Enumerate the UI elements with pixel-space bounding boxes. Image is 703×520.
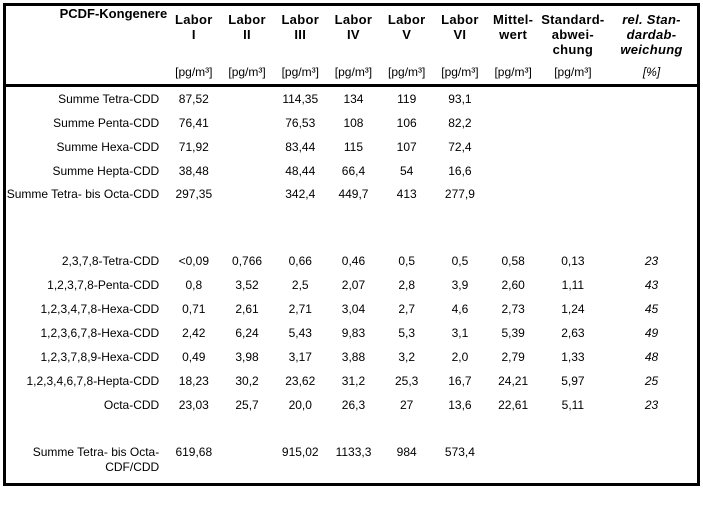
value-cell: 22,61: [498, 397, 529, 412]
spacer-cell: [5, 417, 699, 441]
value-cell: 4,6: [451, 301, 469, 316]
value-cell: 38,48: [178, 163, 209, 178]
column-header-label: Labor VI: [441, 12, 479, 42]
value-cell: 106: [396, 115, 417, 130]
table-row: [5, 183, 699, 225]
column-header-label: Standard- abwei- chung: [541, 12, 605, 57]
value-cell: 2,60: [501, 277, 525, 292]
value-cell: 25,7: [235, 397, 259, 412]
value-cell: 45: [644, 301, 659, 316]
value-cell: 30,2: [235, 373, 259, 388]
value-cell: 342,4: [285, 187, 316, 201]
table-row: [5, 249, 699, 273]
value-cell: 93,1: [448, 91, 472, 106]
value-cell: 0,8: [185, 277, 203, 292]
column-unit-label: [pg/m³]: [175, 65, 213, 79]
pcdf-congener-table: [3, 3, 700, 486]
value-cell: 23,62: [285, 373, 316, 388]
value-cell: 0,71: [182, 301, 206, 316]
value-cell: 26,3: [341, 397, 366, 412]
value-cell: 0,766: [232, 253, 263, 268]
value-cell: 71,92: [178, 139, 209, 154]
value-cell: 82,2: [448, 115, 472, 130]
value-cell: 5,11: [561, 397, 585, 412]
value-cell: 20,0: [288, 397, 312, 412]
value-cell: 134: [343, 91, 364, 106]
value-cell: [606, 135, 698, 159]
column-unit-label: [pg/m³]: [228, 65, 266, 79]
value-cell: 18,23: [178, 373, 209, 388]
value-cell: 66,4: [341, 163, 366, 178]
value-cell: 5,43: [288, 325, 312, 340]
column-header-label: Labor IV: [334, 12, 373, 42]
value-cell: 24,21: [498, 373, 529, 388]
value-cell: [540, 441, 606, 485]
value-cell: 13,6: [448, 397, 472, 412]
column-header: [487, 5, 540, 86]
value-cell: 1,33: [561, 349, 585, 364]
value-cell: 573,4: [444, 445, 475, 459]
value-cell: [540, 111, 606, 135]
value-cell: 3,04: [341, 301, 366, 316]
value-cell: 27: [400, 397, 414, 412]
value-cell: 5,3: [398, 325, 416, 340]
value-cell: 413: [396, 187, 417, 201]
column-header: [380, 5, 433, 86]
value-cell: 3,17: [288, 349, 312, 364]
value-cell: [487, 86, 540, 112]
value-cell: 48,44: [285, 163, 316, 178]
value-cell: 87,52: [178, 91, 209, 106]
spacer-row: [5, 225, 699, 249]
spacer-row: [5, 417, 699, 441]
value-cell: 2,79: [501, 349, 525, 364]
congener-label: Summe Tetra-CDD: [58, 91, 160, 106]
value-cell: [606, 159, 698, 183]
column-header-label: Labor I: [175, 12, 213, 42]
value-cell: 43: [644, 277, 659, 292]
value-cell: 114,35: [282, 91, 319, 106]
value-cell: 2,07: [341, 277, 366, 292]
table-row: [5, 345, 699, 369]
value-cell: 9,83: [341, 325, 366, 340]
value-cell: 76,53: [285, 115, 316, 130]
column-unit-label: [pg/m³]: [334, 65, 373, 79]
value-cell: [220, 159, 273, 183]
value-cell: 16,6: [448, 163, 472, 178]
column-header: [327, 5, 380, 86]
value-cell: [220, 86, 273, 112]
congener-label: Octa-CDD: [103, 397, 160, 412]
column-unit-label: [pg/m³]: [494, 65, 532, 79]
table-row: [5, 135, 699, 159]
value-cell: 25: [644, 373, 659, 388]
value-cell: 2,73: [501, 301, 525, 316]
congener-label: Summe Tetra- bis Octa-CDF/CDD: [32, 445, 160, 474]
value-cell: 3,1: [451, 325, 469, 340]
table-row: [5, 369, 699, 393]
value-cell: [487, 159, 540, 183]
table-row: [5, 297, 699, 321]
value-cell: 107: [396, 139, 417, 154]
column-header-label: Labor V: [387, 12, 426, 42]
column-header-label: Mittel- wert: [492, 12, 534, 42]
column-header-label: Labor III: [281, 12, 320, 42]
value-cell: 2,0: [451, 349, 469, 364]
value-cell: 5,39: [501, 325, 525, 340]
value-cell: 23,03: [178, 397, 209, 412]
value-cell: 23: [644, 253, 659, 268]
congener-label: 1,2,3,6,7,8-Hexa-CDD: [40, 325, 160, 340]
value-cell: 0,13: [561, 253, 585, 268]
value-cell: [540, 183, 606, 225]
value-cell: [487, 111, 540, 135]
table-body: [5, 86, 699, 485]
value-cell: 2,71: [288, 301, 312, 316]
table-header: [5, 5, 699, 86]
spacer-cell: [5, 225, 699, 249]
table-row: [5, 86, 699, 112]
value-cell: [487, 441, 540, 485]
value-cell: [220, 135, 273, 159]
value-cell: 984: [396, 445, 417, 459]
column-unit-label: [pg/m³]: [554, 65, 592, 79]
column-unit-label: [pg/m³]: [441, 65, 479, 79]
value-cell: [487, 183, 540, 225]
value-cell: [220, 441, 273, 485]
table-row: [5, 111, 699, 135]
congener-label: 1,2,3,7,8,9-Hexa-CDD: [40, 349, 160, 364]
value-cell: 3,9: [451, 277, 469, 292]
value-cell: 5,97: [561, 373, 585, 388]
congener-label: 1,2,3,7,8-Penta-CDD: [47, 277, 160, 292]
column-header: [220, 5, 273, 86]
value-cell: 0,66: [288, 253, 312, 268]
column-header: [606, 5, 698, 86]
value-cell: 3,2: [398, 349, 416, 364]
value-cell: 23: [644, 397, 659, 412]
value-cell: 48: [644, 349, 659, 364]
column-header: [274, 5, 327, 86]
column-header: [433, 5, 486, 86]
congener-label: Summe Hexa-CDD: [56, 139, 160, 154]
table-row: [5, 273, 699, 297]
value-cell: 83,44: [285, 139, 316, 154]
column-unit-label: [pg/m³]: [388, 65, 426, 79]
value-cell: [606, 441, 698, 485]
table-row: [5, 159, 699, 183]
value-cell: 0,46: [341, 253, 366, 268]
value-cell: 3,98: [235, 349, 259, 364]
table-row: [5, 441, 699, 485]
column-header-congener: PCDF-Kongenere: [5, 5, 168, 86]
value-cell: 2,5: [291, 277, 309, 292]
value-cell: 619,68: [175, 445, 213, 459]
value-cell: 16,7: [448, 373, 472, 388]
value-cell: 31,2: [341, 373, 366, 388]
value-cell: 0,5: [451, 253, 469, 268]
value-cell: 1,24: [561, 301, 585, 316]
value-cell: [606, 111, 698, 135]
value-cell: 3,88: [341, 349, 366, 364]
column-header: [167, 5, 220, 86]
value-cell: 115: [343, 139, 364, 154]
value-cell: 0,58: [501, 253, 525, 268]
value-cell: 76,41: [178, 115, 209, 130]
value-cell: 119: [397, 91, 417, 106]
column-header-label: rel. Stan- dardab- weichung: [620, 12, 683, 57]
value-cell: [220, 183, 273, 225]
value-cell: 108: [343, 115, 364, 130]
value-cell: 2,42: [182, 325, 206, 340]
value-cell: 1,11: [561, 277, 585, 292]
value-cell: 6,24: [235, 325, 259, 340]
value-cell: 2,8: [398, 277, 416, 292]
value-cell: [540, 159, 606, 183]
value-cell: 1133,3: [335, 445, 372, 459]
table-row: [5, 321, 699, 345]
value-cell: 915,02: [281, 445, 319, 459]
value-cell: 49: [644, 325, 659, 340]
congener-label: Summe Penta-CDD: [53, 115, 160, 130]
header-row: [5, 5, 699, 86]
value-cell: 3,52: [235, 277, 259, 292]
congener-label: 1,2,3,4,6,7,8-Hepta-CDD: [26, 373, 160, 388]
value-cell: [220, 111, 273, 135]
value-cell: 449,7: [338, 187, 369, 201]
value-cell: 2,7: [398, 301, 416, 316]
column-header: [540, 5, 606, 86]
value-cell: 297,35: [175, 187, 213, 201]
value-cell: 277,9: [444, 187, 475, 201]
value-cell: <0,09: [178, 253, 209, 268]
value-cell: [606, 183, 698, 225]
column-header-label: Labor II: [228, 12, 266, 42]
value-cell: 25,3: [395, 373, 419, 388]
value-cell: 72,4: [448, 139, 472, 154]
congener-label: Summe Tetra- bis Octa-CDD: [6, 187, 160, 201]
column-unit-label: [%]: [642, 65, 661, 79]
congener-label: Summe Hepta-CDD: [52, 163, 160, 178]
table-row: [5, 393, 699, 417]
value-cell: [540, 86, 606, 112]
value-cell: [487, 135, 540, 159]
value-cell: 2,61: [235, 301, 259, 316]
value-cell: 54: [400, 163, 414, 178]
congener-label: 1,2,3,4,7,8-Hexa-CDD: [40, 301, 160, 316]
value-cell: 0,5: [398, 253, 416, 268]
value-cell: 2,63: [561, 325, 585, 340]
congener-label: 2,3,7,8-Tetra-CDD: [61, 253, 160, 268]
value-cell: [606, 86, 698, 112]
column-unit-label: [pg/m³]: [281, 65, 319, 79]
value-cell: [540, 135, 606, 159]
value-cell: 0,49: [182, 349, 206, 364]
